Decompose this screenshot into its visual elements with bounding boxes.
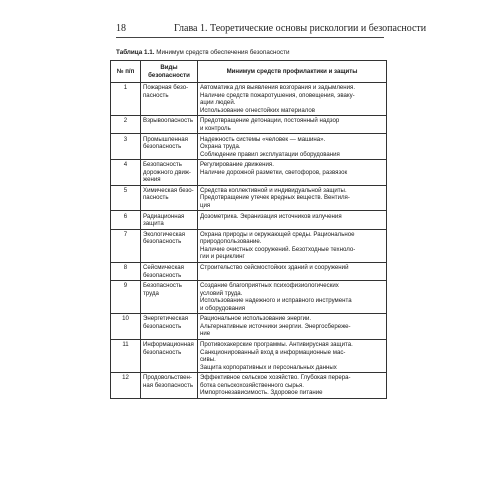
- safety-type-line: Безопасность: [143, 282, 182, 290]
- row-number: 11: [111, 339, 141, 372]
- means-line: Импортонезависимость. Здоровое питание: [200, 389, 323, 397]
- header-type-line: безопасности: [148, 71, 190, 79]
- safety-type-cell: [141, 116, 198, 134]
- safety-type-line: безопасность: [143, 348, 182, 356]
- safety-type-line: пасность: [143, 91, 169, 99]
- means-line: условий труда.: [200, 289, 243, 297]
- means-line: Регулирование движения.: [200, 161, 274, 169]
- means-line: Использование надежного и исправного инструмента: [200, 297, 352, 305]
- table-row: [111, 185, 387, 211]
- safety-type-cell: [141, 211, 198, 229]
- safety-type-cell: [141, 185, 198, 211]
- means-line: Надежность системы «человек — машина».: [200, 135, 326, 143]
- safety-type-cell: [141, 281, 198, 314]
- means-line: Строительство сейсмостойких зданий и сооружений: [200, 264, 349, 271]
- means-line: Охрана труда.: [200, 143, 241, 151]
- means-line: Альтернативные источники энергии. Энергосбереже-: [200, 322, 351, 330]
- header-means: Минимум средств профилактики и защиты: [198, 61, 387, 83]
- table-row: [111, 262, 387, 280]
- safety-type-line: пасность: [143, 194, 169, 202]
- means-cell: [198, 262, 387, 280]
- table-row: [111, 83, 387, 116]
- means-line: Санкционированный вход в информационные мас-: [200, 348, 346, 356]
- table-row: [111, 229, 387, 262]
- safety-type-line: жения: [143, 176, 161, 184]
- safety-type-cell: [141, 314, 198, 340]
- row-number: 1: [111, 83, 141, 116]
- row-number: 5: [111, 185, 141, 211]
- table-header-row: [111, 61, 387, 83]
- row-number: 7: [111, 229, 141, 262]
- means-line: Наличие средств пожаротушения, оповещения, эваку-: [200, 91, 355, 99]
- table-row: [111, 134, 387, 160]
- safety-type-line: Взрывоопасность: [143, 117, 194, 125]
- safety-type-line: безопасность: [143, 238, 182, 246]
- means-line: Создание благоприятных психофизиологических: [200, 282, 339, 290]
- means-line: Автоматика для выявления возгорания и задымления.: [200, 84, 356, 92]
- means-cell: [198, 134, 387, 160]
- safety-type-line: Пожарная безо-: [143, 84, 189, 92]
- means-line: природопользование.: [200, 238, 262, 246]
- means-cell: [198, 83, 387, 116]
- safety-type-line: Сейсмическая: [143, 264, 184, 271]
- table-row: [111, 373, 387, 399]
- safety-type-line: безопасность: [143, 322, 182, 330]
- header-rule: [116, 37, 384, 38]
- safety-type-line: ная безопасность: [143, 381, 194, 389]
- table-caption-text: Минимум средств обеспечения безопасности: [154, 49, 290, 56]
- header-type-line: Виды: [160, 64, 178, 71]
- table-row: [111, 339, 387, 372]
- row-number: 4: [111, 160, 141, 186]
- means-line: Эффективное сельское хозяйство. Глубокая перера-: [200, 374, 351, 382]
- table-row: [111, 211, 387, 229]
- row-number: 8: [111, 262, 141, 280]
- means-line: Соблюдение правил эксплуатации оборудования: [200, 150, 340, 158]
- safety-type-cell: [141, 339, 198, 372]
- safety-type-line: Химическая безо-: [143, 186, 194, 194]
- means-cell: [198, 314, 387, 340]
- safety-type-line: Экологическая: [143, 230, 186, 238]
- means-cell: [198, 211, 387, 229]
- means-line: и оборудования: [200, 304, 246, 312]
- means-line: Наличие дорожной разметки, светофоров, развязок: [200, 168, 348, 176]
- row-number: 10: [111, 314, 141, 340]
- means-line: Рациональное использование энергии.: [200, 315, 312, 323]
- safety-type-line: защита: [143, 220, 164, 228]
- means-cell: [198, 116, 387, 134]
- safety-type-line: дорожного движ-: [143, 168, 191, 176]
- row-number: 9: [111, 281, 141, 314]
- safety-type-cell: [141, 229, 198, 262]
- safety-type-line: Радиационная: [143, 212, 185, 220]
- means-cell: [198, 339, 387, 372]
- means-line: ботка сельскохозяйственного сырья.: [200, 381, 304, 389]
- means-line: Использование огнестойких материалов: [200, 106, 315, 114]
- means-line: ние: [200, 330, 211, 338]
- table-caption-label: Таблица 1.1.: [116, 49, 155, 56]
- means-line: Дозометрика. Экранизация источников излучения: [200, 212, 342, 220]
- table-caption: [116, 48, 386, 57]
- means-line: Противохакерские программы. Антивирусная защита.: [200, 341, 353, 349]
- safety-type-line: Продовольствен-: [143, 374, 192, 382]
- table-row: [111, 281, 387, 314]
- row-number: 3: [111, 134, 141, 160]
- means-line: сивы.: [200, 356, 216, 364]
- running-head: [116, 22, 427, 36]
- row-number: 12: [111, 373, 141, 399]
- header-num: № п/п: [111, 61, 141, 83]
- safety-type-line: труда: [143, 289, 159, 297]
- safety-type-line: безопасность: [143, 143, 182, 151]
- safety-type-line: безопасность: [143, 271, 182, 279]
- means-line: Защита корпоративных и персональных данных: [200, 363, 337, 371]
- safety-type-cell: [141, 373, 198, 399]
- safety-type-line: Промышленная: [143, 135, 188, 143]
- table-row: [111, 160, 387, 186]
- safety-type-cell: [141, 160, 198, 186]
- means-line: Охрана природы и окружающей среды. Рациональное: [200, 230, 355, 238]
- safety-type-line: Энергетическая: [143, 315, 189, 323]
- page-number: 18: [116, 23, 126, 34]
- means-line: Предотвращение утечек вредных веществ. Вентиля-: [200, 194, 350, 202]
- safety-type-line: Безопасность: [143, 161, 182, 169]
- means-line: ция: [200, 201, 211, 209]
- means-line: Наличие очистных сооружений. Безотходные техноло-: [200, 245, 356, 253]
- table-row: [111, 116, 387, 134]
- safety-type-cell: [141, 134, 198, 160]
- table-body: [111, 83, 387, 399]
- means-line: гии и рециклинг: [200, 253, 245, 261]
- safety-means-table: [110, 60, 387, 399]
- means-line: ации людей.: [200, 99, 236, 107]
- chapter-title: Глава 1. Теоретические основы рискологии и безопасности: [174, 23, 427, 34]
- header-type: [141, 61, 198, 83]
- safety-type-cell: [141, 262, 198, 280]
- means-line: Средства коллективной и индивидуальной защиты.: [200, 186, 347, 194]
- means-cell: [198, 160, 387, 186]
- means-cell: [198, 373, 387, 399]
- table-row: [111, 314, 387, 340]
- row-number: 2: [111, 116, 141, 134]
- safety-type-cell: [141, 83, 198, 116]
- safety-type-line: Информационная: [143, 341, 194, 349]
- means-line: Предотвращение детонации, постоянный надзор: [200, 117, 340, 125]
- means-line: и контроль: [200, 124, 231, 132]
- row-number: 6: [111, 211, 141, 229]
- means-cell: [198, 281, 387, 314]
- means-cell: [198, 185, 387, 211]
- means-cell: [198, 229, 387, 262]
